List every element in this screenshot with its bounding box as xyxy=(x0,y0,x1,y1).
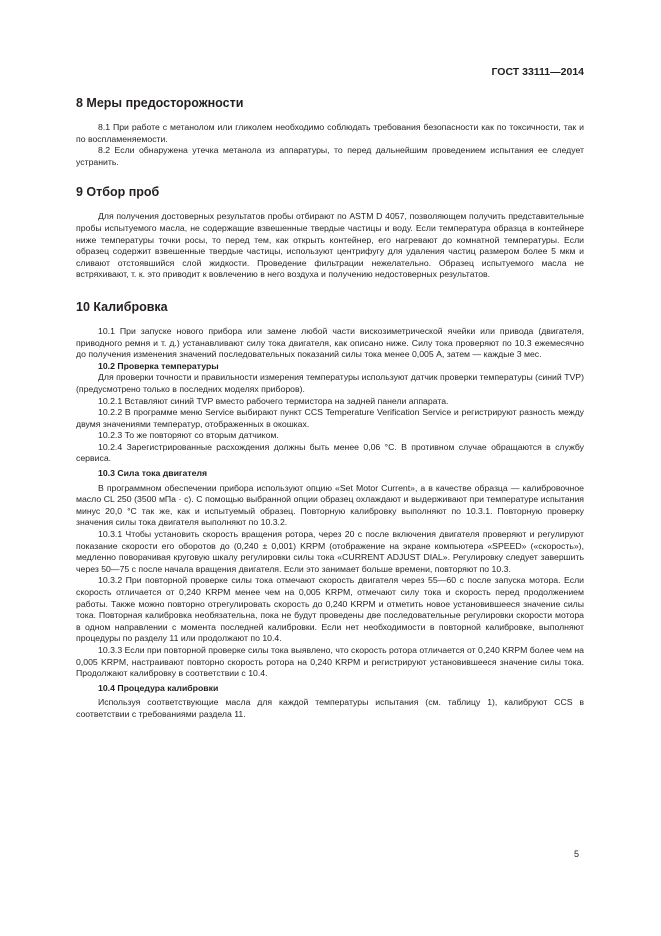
page-content xyxy=(76,90,584,721)
paragraph-10-2-2: 10.2.2 В программе меню Service выбирают пункт CCS Temperature Verification Service и регистрируют разность между двумя значениями температур, отображенных в окошках. xyxy=(76,407,584,429)
subsection-10-2-heading: 10.2 Проверка температуры xyxy=(98,360,219,371)
paragraph-10-2-4: 10.2.4 Зарегистрированные расхождения должны быть менее 0,06 °С. В противном случае обращаются в службу сервиса. xyxy=(76,441,584,464)
section-10-heading: 10 Калибровка xyxy=(76,299,168,314)
subsection-10-3-heading: 10.3 Сила тока двигателя xyxy=(98,468,208,479)
page-number: 5 xyxy=(574,849,580,859)
section-9-heading: 9 Отбор проб xyxy=(76,185,160,200)
subsection-10-4-heading: 10.4 Процедура калибровки xyxy=(98,682,219,693)
paragraph-10-2-3: 10.2.3 То же повторяют со вторым датчиком. xyxy=(98,430,279,441)
paragraph-10-1: 10.1 При запуске нового прибора или замене любой части вискозиметрической ячейки или привода (двигателя, приводного ремня и т. д.) устанавливают силу тока двигателя, как описано ниже. Силу тока проверяют по 10.3 ежемесячно до получения изменения значений последовательных показаний силы тока менее 0,005 А, затем — каждые 3 мес. xyxy=(76,325,584,360)
standard-header: ГОСТ 33111—2014 xyxy=(491,66,584,78)
paragraph-10-3-2: 10.3.2 При повторной проверке силы тока отмечают скорость двигателя через 55—60 с после запуска мотора. Если скорость отличается от 0,240 KRPM менее чем на 0,005 KRPM, отмечают силу тока и скорость перед продолжением работы. Также можно повторно отрегулировать скорость до 0,240 KRPM и отметить новое установившееся значение силы тока. Повторная калибровка необязательна, пока не будут проведены две последовательные регулировки скорости мотора в одном направлении с момента последней калибровки. Если нет необходимости в повторной калибровке, выполняют процедуры по разделу 11 или продолжают по 10.4. xyxy=(76,575,584,644)
paragraph-9: Для получения достоверных результатов пробы отбирают по ASTM D 4057, позволяющем получить представительные пробы испытуемого масла, не содержащие взвешенные твердые частицы и воду. Если температура образца в контейнере ниже температуры точки росы, то перед тем, как открыть контейнер, его нагревают до комнатной температуры. Если образец содержит взвешенные твердые частицы, используют центрифугу для удаления частиц размером более 5 мкм и сливают отстоявшийся слой жидкости. Проведение фильтрации нежелательно. Образец испытуемого масла не встряхивают, т. к. это приводит к вовлечению в него воздуха и получению недостоверных результатов. xyxy=(76,211,584,280)
paragraph-10-3: В программном обеспечении прибора используют опцию «Set Motor Current», а в качестве образца — калибровочное масло CL 250 (3500 мПа · с). С помощью выбранной опции образец охлаждают и выдерживают при температуре испытания минус 20,0 °С так же, как и испытуемый образец. Повторную калибровку выполняют по 10.3.1. Повторную проверку значения силы тока двигателя выполняют по 10.3.2. xyxy=(76,482,584,528)
paragraph-10-3-1: 10.3.1 Чтобы установить скорость вращения ротора, через 20 с после включения двигателя проверяют и регулируют показание скорости его оборотов до (0,240 ± 0,001) KRPM (отображение на экране компьютера «SPEED» («скорость»), медленно поворачивая круговую шкалу регулировки силы тока «CURRENT ADJUST DIAL». Регулировку следует завершить через 50—75 с после начала вращения двигателя. Если это занимает больше времени, повторяют по 10.3. xyxy=(76,529,584,574)
section-8-heading: 8 Меры предосторожности xyxy=(76,96,244,110)
paragraph-10-2: Для проверки точности и правильности измерения температуры используют датчик проверки температуры (синий TVP) (предусмотрено только в последних моделях приборов). xyxy=(76,372,584,394)
paragraph-8-1: 8.1 При работе с метанолом или гликолем необходимо соблюдать требования безопасности как по токсичности, так и по воспламеняемости. xyxy=(76,122,584,144)
paragraph-10-3-3: 10.3.3 Если при повторной проверке силы тока выявлено, что скорость ротора отличается от 0,240 KRPM более чем на 0,005 KRPM, настраивают повторно скорость ротора на 0,240 KRPM и регистрируют установившееся значение силы тока. Продолжают калибровку в соответствии с 10.4. xyxy=(76,644,584,679)
paragraph-10-4: Используя соответствующие масла для каждой температуры испытания (см. таблицу 1), калибруют CCS в соответствии с требованиями раздела 11. xyxy=(76,697,584,719)
paragraph-10-2-1: 10.2.1 Вставляют синий TVP вместо рабочего термистора на задней панели аппарата. xyxy=(98,395,449,406)
paragraph-8-2: 8.2 Если обнаружена утечка метанола из аппаратуры, то перед дальнейшим проведением испытания ее следует устранить. xyxy=(76,145,584,167)
